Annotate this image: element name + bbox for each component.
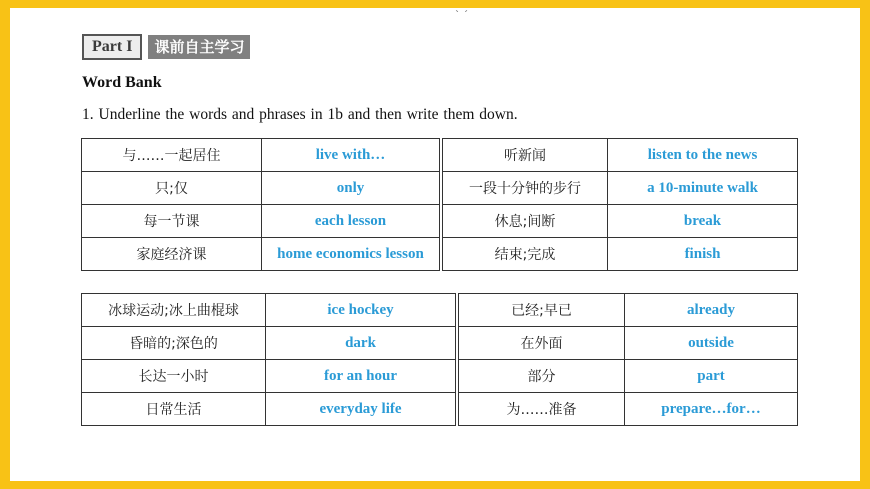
table-cell-answer: live with…	[262, 139, 440, 172]
table-row	[82, 238, 798, 271]
table-cell-answer: outside	[625, 327, 798, 360]
table-cell-chinese: 昏暗的;深色的	[82, 327, 266, 360]
table-cell-chinese: 只;仅	[82, 172, 262, 205]
table-cell-answer: finish	[608, 238, 798, 271]
table-cell-chinese: 一段十分钟的步行	[443, 172, 608, 205]
table-cell-chinese: 在外面	[459, 327, 625, 360]
table-cell-answer: dark	[266, 327, 456, 360]
table-cell-chinese: 结束;完成	[443, 238, 608, 271]
table-row	[82, 139, 798, 172]
table-row	[82, 294, 798, 327]
table-cell-answer: already	[625, 294, 798, 327]
table-cell-answer: home economics lesson	[262, 238, 440, 271]
part-header	[82, 34, 250, 60]
vocab-tables	[81, 138, 799, 426]
table-row	[82, 172, 798, 205]
table-cell-answer: for an hour	[266, 360, 456, 393]
table-row	[82, 205, 798, 238]
table-cell-answer: listen to the news	[608, 139, 798, 172]
table-row	[82, 393, 798, 426]
slide	[10, 8, 860, 481]
table-cell-answer: only	[262, 172, 440, 205]
table-cell-answer: a 10-minute walk	[608, 172, 798, 205]
table-cell-chinese: 长达一小时	[82, 360, 266, 393]
table-cell-chinese: 已经;早已	[459, 294, 625, 327]
table-cell-chinese: 每一节课	[82, 205, 262, 238]
table-cell-chinese: 日常生活	[82, 393, 266, 426]
top-mark: ` ´	[455, 10, 469, 21]
part-title: 课前自主学习	[148, 35, 250, 59]
table-cell-answer: each lesson	[262, 205, 440, 238]
table-cell-answer: part	[625, 360, 798, 393]
table-row	[82, 360, 798, 393]
vocab-table-one	[81, 138, 798, 271]
table-cell-chinese: 听新闻	[443, 139, 608, 172]
table-cell-answer: ice hockey	[266, 294, 456, 327]
table-cell-answer: everyday life	[266, 393, 456, 426]
part-label: Part I	[82, 34, 142, 60]
instruction-text: 1. Underline the words and phrases in 1b and then write them down.	[82, 106, 518, 123]
table-cell-chinese: 部分	[459, 360, 625, 393]
table-cell-answer: prepare…for…	[625, 393, 798, 426]
table-row	[82, 327, 798, 360]
table-cell-chinese: 休息;间断	[443, 205, 608, 238]
table-cell-chinese: 为……准备	[459, 393, 625, 426]
vocab-table-two	[81, 293, 798, 426]
table-cell-chinese: 冰球运动;冰上曲棍球	[82, 294, 266, 327]
section-title: Word Bank	[82, 74, 162, 91]
table-cell-answer: break	[608, 205, 798, 238]
table-cell-chinese: 家庭经济课	[82, 238, 262, 271]
table-cell-chinese: 与……一起居住	[82, 139, 262, 172]
